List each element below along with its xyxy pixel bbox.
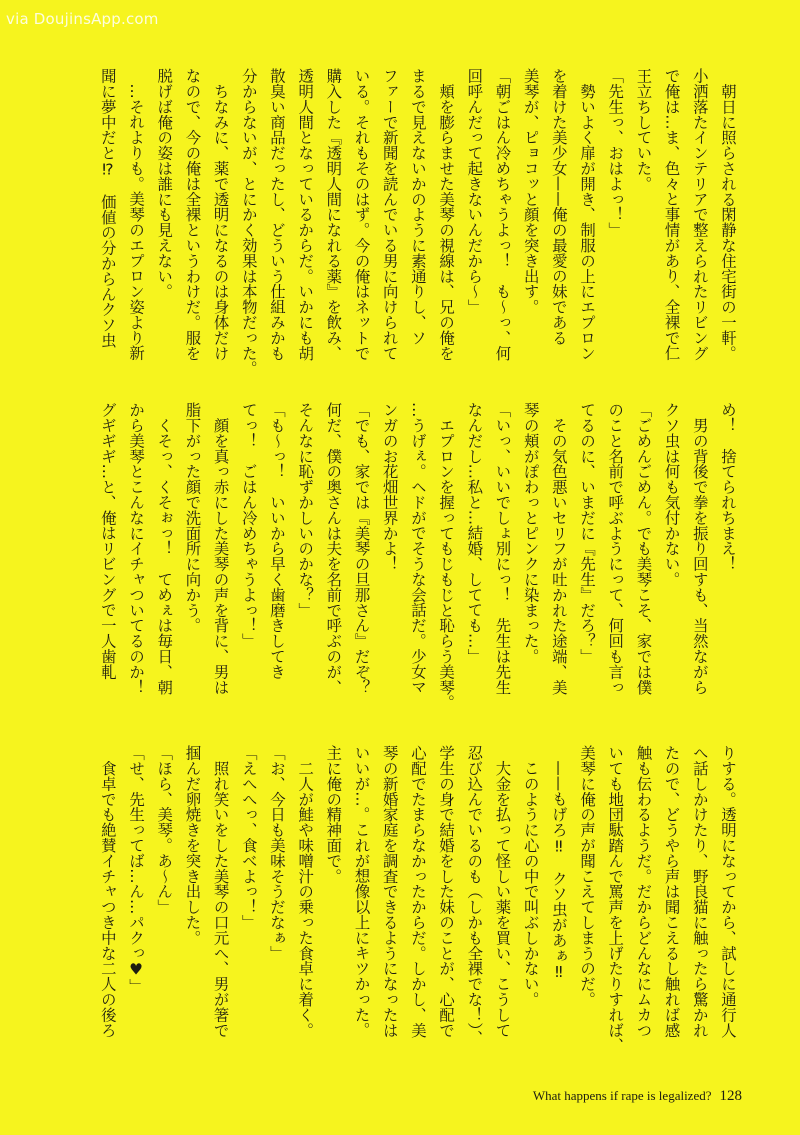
text-line: で俺は…ま、色々と事情があり、全裸で仁 <box>662 68 681 361</box>
text-line: ちなみに、薬で透明になるのは身体だけ <box>211 68 230 361</box>
text-line: 散臭い商品だったし、どういう仕組みかも <box>268 68 286 361</box>
text-line: 購入した『透明人間になれる薬』を飲み、 <box>324 68 343 361</box>
text-line: このように心の中で叫ぶしかない。 <box>521 745 540 1007</box>
text-line: 琴の新婚家庭を調査できるようになったは <box>380 745 399 1038</box>
text-line: りする。透明になってから、試しに通行人 <box>719 745 737 1038</box>
text-line: いいが…。これが想像以上にキツかった。 <box>352 745 371 1038</box>
text-line: 忍び込んでいるのも（しかも全裸でな！）、 <box>465 745 484 1046</box>
text-line: 学生の身で結婚をした妹のことが、心配で <box>437 745 456 1038</box>
text-line: 触も伝わるようだ。だからどんなにムカつ <box>634 745 653 1038</box>
text-line: 朝日に照らされる閑静な住宅街の一軒。 <box>719 68 737 361</box>
text-line: 食卓でも絶賛イチャつき中な二人の後ろ <box>98 745 117 1038</box>
text-line: 二人が鮭や味噌汁の乗った食卓に着く。 <box>296 745 315 1038</box>
text-line: …それよりも。美琴のエプロン姿より新 <box>127 68 146 361</box>
page-footer <box>533 1088 742 1105</box>
text-line: 美琴が、ピョコッと顔を突き出す。 <box>521 68 540 315</box>
text-line: いる。それもそのはず。今の俺はネットで <box>352 68 371 361</box>
text-line: てっ！ ごはん冷めちゃうよっ！」 <box>239 402 258 649</box>
text-line: 「も～っ！ いいから早く歯磨きしてき <box>268 402 286 680</box>
text-line: から美琴とこんなにイチャついてるのか！ <box>127 402 146 695</box>
text-line: 「いっ、いいでしょ別にっ！ 先生は先生 <box>493 402 512 695</box>
text-block-top <box>72 68 740 390</box>
text-line: 聞に夢中だと⁉ 価値の分からんクソ虫 <box>98 68 117 348</box>
page-number: 128 <box>719 1088 742 1104</box>
text-line: 「でも、家では『美琴の旦那さん』だぞ？ <box>352 402 371 695</box>
text-line: エプロンを握ってもじもじと恥らう美琴。 <box>437 402 456 710</box>
watermark-text: via DoujinsApp.com <box>6 10 159 28</box>
text-line: なんだし…私と…結婚、してても…」 <box>465 402 484 664</box>
text-line: 美琴に俺の声が聞こえてしまうのだ。 <box>578 745 597 1007</box>
text-line: 顔を真っ赤にした美琴の声を背に、男は <box>211 402 230 695</box>
text-line: まるで見えないかのように素通りし、ソ <box>408 68 427 346</box>
text-line: いても地団駄踏んで罵声を上げたりすれば、 <box>606 745 625 1053</box>
text-line: 「えへへっ、食べよっ！」 <box>239 745 258 930</box>
text-block-middle <box>72 402 740 738</box>
text-line: 王立ちしていた。 <box>634 68 653 192</box>
text-line: 脂下がった顔で洗面所に向かう。 <box>183 402 202 633</box>
text-line: を着けた美少女——俺の最愛の妹である <box>549 68 568 346</box>
text-line: め！ 捨てられちまえ！ <box>719 402 737 572</box>
text-line: 分からないが、とにかく効果は本物だった。 <box>239 68 258 376</box>
text-line: 男の背後で拳を振り回すも、当然ながら <box>690 402 709 695</box>
text-line: そんなに恥ずかしいのかな？」 <box>296 402 315 618</box>
text-line: 掴んだ卵焼きを突き出した。 <box>183 745 202 946</box>
text-line: 大金を払って怪しい薬を買い、こうして <box>493 745 512 1038</box>
text-line: 勢いよく扉が開き、制服の上にエプロン <box>578 68 597 361</box>
text-line: ファーで新聞を読んでいる男に向けられて <box>380 68 399 361</box>
text-line: 「先生っ、おはよっ！」 <box>606 68 625 238</box>
text-line: てるのに、いまだに『先生』だろ？」 <box>578 402 597 664</box>
text-line: グギギギ…と、俺はリビングで一人歯軋 <box>98 402 117 680</box>
text-line: 「ほら、美琴。あ～ん」 <box>155 745 174 915</box>
text-line: …うげぇ。ヘドがでそうな会話だ。少女マ <box>408 402 427 695</box>
text-line: ンガのお花畑世界かよ！ <box>380 402 399 572</box>
text-line: 「ごめんごめん。でも美琴こそ、家では僕 <box>634 402 653 695</box>
text-line: 「お、今日も美味そうだなぁ」 <box>268 745 286 961</box>
text-line: クソ虫は何も気付かない。 <box>662 402 681 587</box>
text-line: 「せ、先生ってば…ん…パクっ♥」 <box>127 745 146 994</box>
text-line: くそっ、くそぉっ！ てめぇは毎日、朝 <box>155 402 174 695</box>
text-line: 主に俺の精神面で。 <box>324 745 343 884</box>
text-line: 回呼んだって起きないんだから～」 <box>465 68 484 315</box>
text-line: へ話しかけたり、野良猫に触ったら驚かれ <box>690 745 709 1038</box>
text-line: 琴の頬がぽわっとピンクに染まった。 <box>521 402 540 664</box>
text-line: 何だ、僕の奥さんは夫を名前で呼ぶのが、 <box>324 402 343 695</box>
text-block-bottom <box>72 745 740 1067</box>
text-line: 脱げば俺の姿は誰にも見えない。 <box>155 68 174 299</box>
text-line: その気色悪いセリフが吐かれた途端、美 <box>549 402 568 695</box>
text-line: 透明人間となっているからだ。いかにも胡 <box>296 68 315 361</box>
text-line: なので、今の俺は全裸というわけだ。服を <box>183 68 202 361</box>
text-line: 心配でたまらなかったからだ。しかし、美 <box>408 745 427 1038</box>
text-line: のこと名前で呼ぶようにって、何回も言っ <box>606 402 625 695</box>
text-line: 小洒落たインテリアで整えられたリビング <box>690 68 709 361</box>
book-title: What happens if rape is legalized? <box>532 1088 712 1103</box>
text-line: 「朝ごはん冷めちゃうよっ！ も～っ、何 <box>493 68 512 361</box>
text-line: たので、どうやら声は聞こえるし触れば感 <box>662 745 681 1038</box>
text-line: ——もげろ‼ クソ虫があぁ‼ <box>549 745 568 982</box>
text-line: 頬を膨らませた美琴の視線は、兄の俺を <box>437 68 456 361</box>
text-line: 照れ笑いをした美琴の口元へ、男が箸で <box>211 745 230 1038</box>
